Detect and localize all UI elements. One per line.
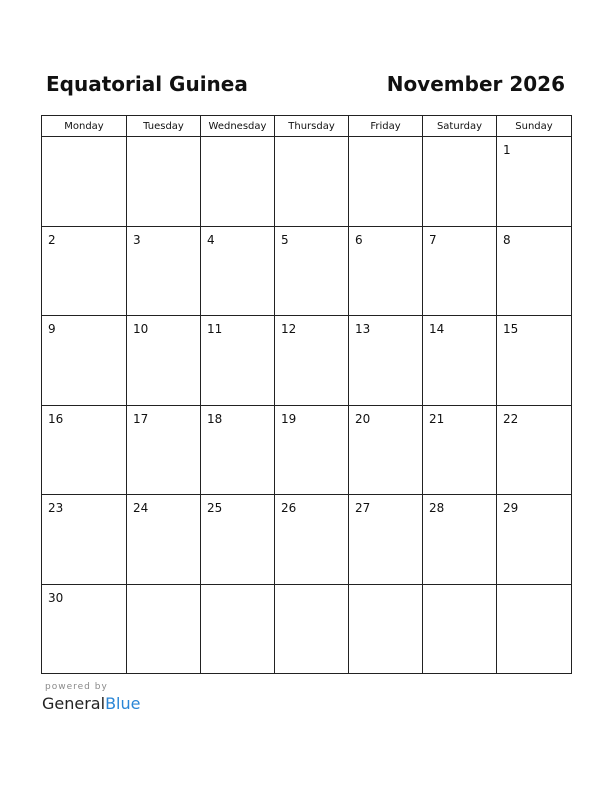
day-cell [127, 495, 201, 585]
brand-general-text: General [42, 694, 106, 713]
day-cell [423, 226, 497, 316]
weekday-header-thursday: Thursday [275, 116, 349, 137]
week-row [42, 495, 572, 585]
powered-by-label: powered by [45, 682, 108, 692]
day-number: 15 [503, 322, 519, 336]
day-cell [349, 495, 423, 585]
day-number: 29 [503, 501, 519, 515]
day-cell [497, 405, 572, 495]
day-number [423, 585, 496, 591]
day-number [275, 137, 348, 143]
day-cell [275, 137, 349, 227]
weekday-header-friday: Friday [349, 116, 423, 137]
day-cell [423, 405, 497, 495]
day-number: 23 [48, 501, 64, 515]
day-cell [42, 226, 127, 316]
day-number: 5 [281, 232, 289, 247]
day-number: 12 [281, 322, 297, 336]
day-number [127, 585, 200, 591]
week-row [42, 226, 572, 316]
calendar-country-title: Equatorial Guinea [46, 72, 248, 96]
day-number: 6 [355, 232, 363, 247]
day-cell [423, 495, 497, 585]
month-calendar-grid [41, 115, 572, 674]
weekday-header-tuesday: Tuesday [127, 116, 201, 137]
day-cell [42, 316, 127, 406]
calendar-month-title: November 2026 [386, 72, 565, 96]
day-cell [423, 584, 497, 674]
day-cell [127, 405, 201, 495]
day-cell [423, 316, 497, 406]
day-number: 13 [355, 322, 371, 336]
day-number: 28 [429, 501, 445, 515]
day-number: 2 [48, 232, 56, 247]
day-cell [497, 137, 572, 227]
day-number: 25 [207, 501, 223, 515]
day-cell [349, 584, 423, 674]
day-cell [201, 405, 275, 495]
day-number: 21 [429, 411, 445, 426]
day-number: 8 [503, 232, 511, 247]
day-cell [42, 584, 127, 674]
day-number [275, 585, 348, 591]
day-cell [497, 584, 572, 674]
weekday-header-saturday: Saturday [423, 116, 497, 137]
day-number: 4 [207, 232, 215, 247]
day-cell [42, 495, 127, 585]
day-cell [42, 137, 127, 227]
day-number [349, 137, 422, 143]
weekday-header-monday: Monday [42, 116, 127, 137]
day-number: 1 [503, 143, 511, 157]
day-number: 19 [281, 411, 297, 426]
day-number: 3 [133, 232, 141, 247]
generalblue-logo-link[interactable] [42, 694, 140, 714]
weekday-header-row [42, 116, 572, 137]
day-number: 22 [503, 411, 519, 426]
week-row [42, 405, 572, 495]
day-cell [275, 495, 349, 585]
day-number: 9 [48, 322, 56, 336]
day-cell [127, 137, 201, 227]
day-number: 11 [207, 322, 223, 336]
day-cell [201, 495, 275, 585]
day-number [201, 137, 274, 143]
day-number: 27 [355, 501, 371, 515]
day-number: 18 [207, 411, 223, 426]
day-cell [349, 405, 423, 495]
week-row [42, 316, 572, 406]
day-cell [127, 584, 201, 674]
day-number [423, 137, 496, 143]
day-number [42, 137, 126, 143]
day-number: 16 [48, 411, 64, 426]
day-cell [275, 405, 349, 495]
day-number [127, 137, 200, 143]
day-number [497, 585, 571, 591]
day-number: 17 [133, 411, 149, 426]
weekday-header-sunday: Sunday [497, 116, 572, 137]
day-cell [201, 137, 275, 227]
day-number: 7 [429, 232, 437, 247]
day-cell [127, 316, 201, 406]
day-cell [201, 584, 275, 674]
day-cell [497, 316, 572, 406]
day-cell [497, 226, 572, 316]
day-cell [275, 226, 349, 316]
weekday-header-wednesday: Wednesday [201, 116, 275, 137]
day-cell [423, 137, 497, 227]
day-number: 20 [355, 411, 371, 426]
day-cell [42, 405, 127, 495]
day-number [349, 585, 422, 591]
day-cell [127, 226, 201, 316]
day-cell [497, 495, 572, 585]
day-number: 10 [133, 322, 149, 336]
week-row [42, 584, 572, 674]
day-number: 14 [429, 322, 445, 336]
day-cell [349, 137, 423, 227]
day-cell [349, 226, 423, 316]
day-cell [349, 316, 423, 406]
week-row [42, 137, 572, 227]
day-cell [201, 226, 275, 316]
day-number: 30 [48, 590, 64, 605]
day-number: 24 [133, 501, 149, 515]
day-number: 26 [281, 501, 297, 515]
brand-blue-text: Blue [105, 694, 141, 713]
day-cell [275, 316, 349, 406]
day-number [201, 585, 274, 591]
day-cell [201, 316, 275, 406]
day-cell [275, 584, 349, 674]
